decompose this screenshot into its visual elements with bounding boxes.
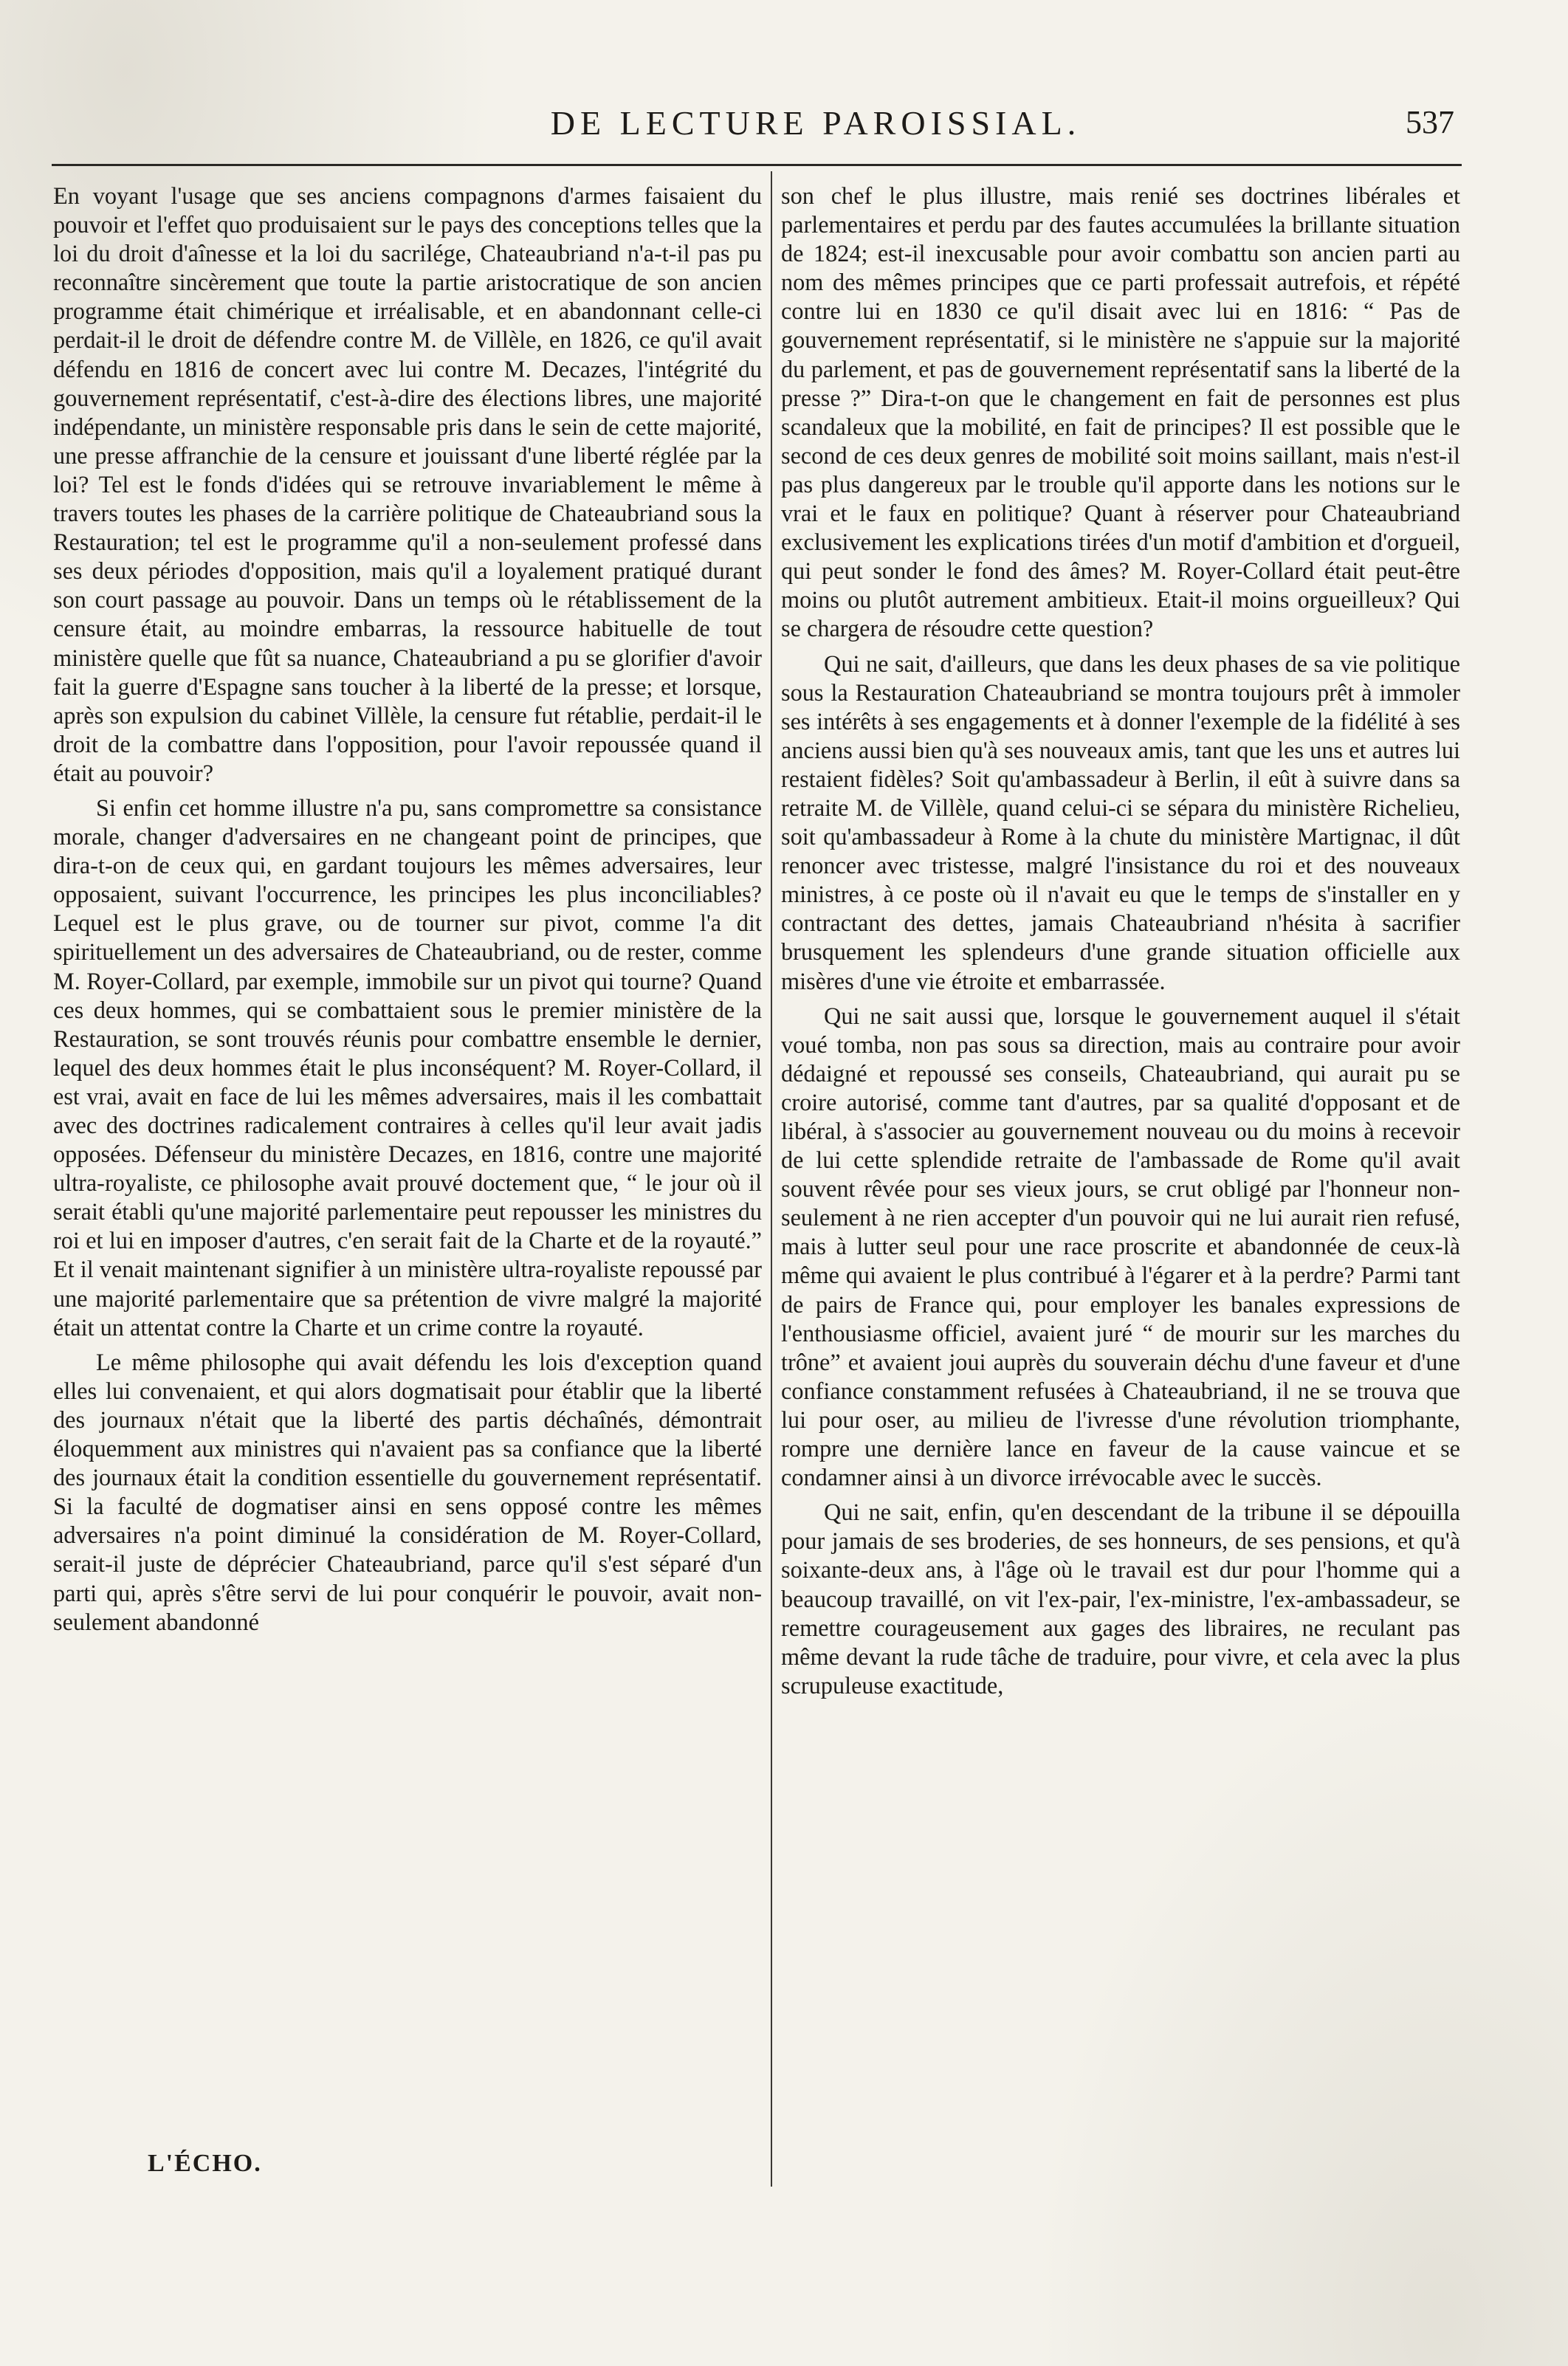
- left-column: [53, 182, 762, 1643]
- right-column: [781, 182, 1460, 1706]
- right-paragraph-4: Qui ne sait, enfin, qu'en descendant de la tribune il se dépouilla pour jamais de ses broderies, de ses honneurs, de ses pensions, et qu'à soixante-deux ans, à l'âge où le travail est dur pour l'homme qui a beaucoup travaillé, on vit l'ex-pair, l'ex-ministre, l'ex-ambassadeur, se remettre courageusement aux gages des libraires, ne reculant pas même devant la rude tâche de traduire, pour vivre, et cela avec la plus scrupuleuse exactitude,: [781, 1499, 1460, 1699]
- left-paragraph-2: Si enfin cet homme illustre n'a pu, sans compromettre sa consistance morale, changer d'adversaires en ne changeant point de principes, que dira-t-on de ceux qui, en gardant toujours les mêmes adversaires, leur opposaient, suivant l'occurrence, les principes les plus inconciliables? Lequel est le plus grave, ou de tourner sur pivot, comme l'a dit spirituellement un des adversaires de Chateaubriand, ou de rester, comme M. Royer-Collard, par exemple, immobile sur un pivot qui tourne? Quand ces deux hommes, qui se combattaient sous le premier ministère de la Restauration, se sont trouvés réunis pour combattre ensemble le dernier, lequel des deux hommes était le plus inconséquent? M. Royer-Collard, il est vrai, avait en face de lui les mêmes adversaires, mais il les combattait avec des doctrines radicalement contraires à celles qu'il leur avait jadis opposées. Défenseur du ministère Decazes, en 1816, contre une majorité ultra-royaliste, ce philosophe avait prouvé doctement que, “ le jour où il serait établi qu'une majorité parlementaire peut repousser les ministres du roi et lui en imposer d'autres, c'en serait fait de la Charte et de la royauté.” Et il venait maintenant signifier à un ministère ultra-royaliste repoussé par une majorité parlementaire que sa prétention de vivre malgré la majorité était un attentat contre la Charte et un crime contre la royauté.: [53, 794, 762, 1341]
- column-divider: [771, 171, 772, 2187]
- page-header: [177, 103, 1454, 148]
- right-paragraph-2: Qui ne sait, d'ailleurs, que dans les deux phases de sa vie politique sous la Restauration Chateaubriand se montra toujours prêt à immoler ses intérêts à ses engagements et à donner l'exemple de la fidélité à ses anciens aussi bien qu'à ses nouveaux amis, tant que les uns et autres lui restaient fidèles? Soit qu'ambassadeur à Berlin, il eût à suivre dans sa retraite M. de Villèle, quand celui-ci se sépara du ministère Richelieu, soit qu'ambassadeur à Rome à la chute du ministère Martignac, il dût renoncer avec tristesse, malgré l'insistance du roi et des nouveaux ministres, à ce poste où il n'avait eu que le temps de s'installer en y contractant des dettes, jamais Chateaubriand n'hésita à sacrifier brusquement les splendeurs d'une grande situation officielle aux misères d'une vie étroite et embarrassée.: [781, 650, 1460, 994]
- right-paragraph-1: son chef le plus illustre, mais renié ses doctrines libérales et parlementaires et perdu par des fautes accumulées la brillante situation de 1824; est-il inexcusable pour avoir combattu son ancien parti au nom des mêmes principes que ce parti professait autrefois, et répété contre lui en 1830 ce qu'il disait avec lui en 1816: “ Pas de gouvernement représentatif, si le ministère ne s'appuie sur la majorité du parlement, et pas de gouvernement représentatif sans la liberté de la presse ?” Dira-t-on que le changement en fait de personnes est plus scandaleux que la mobilité, en fait de principes? Il est possible que le second de ces deux genres de mobilité soit moins saillant, mais n'est-il pas plus dangereux par le trouble qu'il apporte dans les notions sur le vrai et le faux en politique? Quant à réserver pour Chateaubriand exclusivement les explications tirées d'un motif d'ambition et d'orgueil, qui peut sonder le fond des âmes? M. Royer-Collard était peut-être moins ou plutôt autrement ambitieux. Etait-il moins orgueilleux? Qui se chargera de résoudre cette question?: [781, 182, 1460, 642]
- footer-signature: L'ÉCHO.: [148, 2150, 262, 2177]
- right-paragraph-3: Qui ne sait aussi que, lorsque le gouvernement auquel il s'était voué tomba, non pas sous sa direction, mais au contraire pour avoir dédaigné et repoussé ses conseils, Chateaubriand, qui aurait pu se croire autorisé, comme tant d'autres, par sa qualité d'opposant et de libéral, à s'associer au gouvernement nouveau ou du moins à recevoir de lui cette splendide retraite de l'ambassade de Rome qu'il avait souvent rêvée pour ses vieux jours, se crut obligé par l'honneur non-seulement à ne rien accepter d'un pouvoir qui ne lui aurait rien refusé, mais à lutter seul pour une race proscrite et abandonnée de ceux-là même qui avaient le plus contribué à l'égarer et à la perdre? Parmi tant de pairs de France qui, pour employer les banales expressions de l'enthousiasme officiel, avaient juré “ de mourir sur les marches du trône” et avaient joui auprès du souverain déchu d'une faveur et d'une confiance constamment refusées à Chateaubriand, il ne se trouva que lui pour oser, au milieu de l'ivresse d'une révolution triomphante, rompre une dernière lance en faveur de la cause vaincue et se condamner ainsi à un divorce irrévocable avec le succès.: [781, 1002, 1460, 1491]
- header-rule: [52, 164, 1462, 166]
- running-title: DE LECTURE PAROISSIAL.: [550, 104, 1082, 142]
- left-paragraph-3: Le même philosophe qui avait défendu les lois d'exception quand elles lui convenaient, et qui alors dogmatisait pour établir que la liberté des journaux n'était que la liberté des partis déchaînés, démontrait éloquemment aux ministres qui n'avaient pas sa confiance que la liberté des journaux était la condition essentielle du gouvernement représentatif. Si la faculté de dogmatiser ainsi en sens opposé contre les mêmes adversaires n'a point diminué la considération de M. Royer-Collard, serait-il juste de déprécier Chateaubriand, parce qu'il s'est séparé d'un parti qui, après s'être servi de lui pour conquérir le pouvoir, avait non-seulement abandonné: [53, 1348, 762, 1635]
- left-paragraph-1: En voyant l'usage que ses anciens compagnons d'armes faisaient du pouvoir et l'effet quo produisaient sur le pays des conceptions telles que la loi du droit d'aînesse et la loi du sacrilége, Chateaubriand n'a-t-il pas pu reconnaître sincèrement que toute la partie aristocratique de son ancien programme était chimérique et irréalisable, et en abandonnant celle-ci perdait-il le droit de défendre contre M. de Villèle, en 1826, ce qu'il avait défendu en 1816 de concert avec lui contre M. Decazes, l'intégrité du gouvernement représentatif, c'est-à-dire des élections libres, une majorité indépendante, un ministère responsable pris dans le sein de cette majorité, une presse affranchie de la censure et jouissant d'une liberté réglée par la loi? Tel est le fonds d'idées qui se retrouve invariablement le même à travers toutes les phases de la carrière politique de Chateaubriand sous la Restauration; tel est le programme qu'il a non-seulement professé dans ses deux périodes d'opposition, mais qu'il a loyalement pratiqué durant son court passage au pouvoir. Dans un temps où le rétablissement de la censure était, au moindre embarras, la ressource habituelle de tout ministère quelle que fût sa nuance, Chateaubriand a pu se glorifier d'avoir fait la guerre d'Espagne sans toucher à la liberté de la presse; et lorsque, après son expulsion du cabinet Villèle, la censure fut rétablie, perdait-il le droit de la combattre dans l'opposition, pour l'avoir repoussée quand il était au pouvoir?: [53, 182, 762, 786]
- page-number: 537: [1406, 104, 1454, 140]
